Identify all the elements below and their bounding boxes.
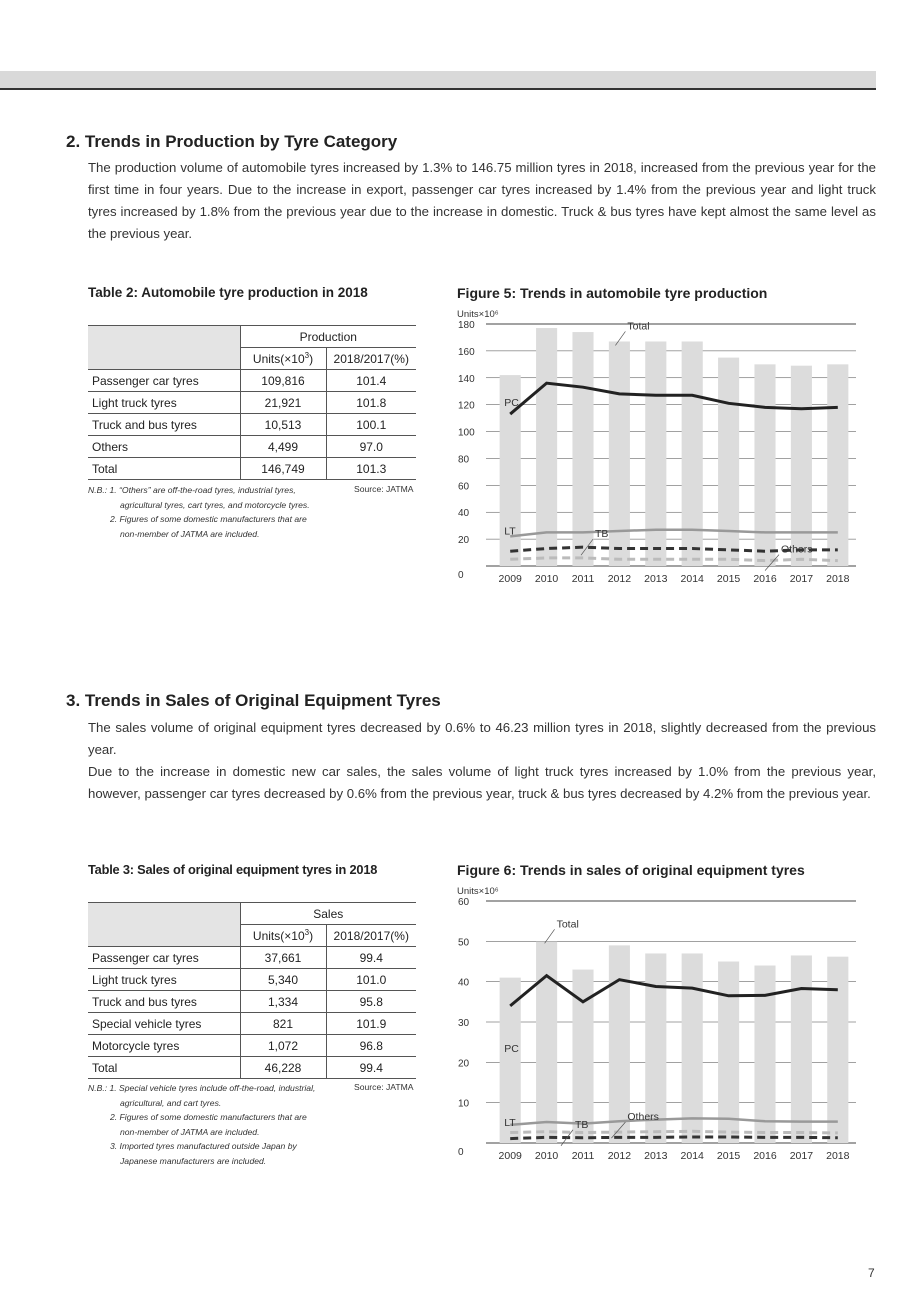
y-tick-label: 10 bbox=[458, 1098, 470, 1110]
page-number: 7 bbox=[868, 1266, 875, 1280]
table-ratio-header: 2018/2017(%) bbox=[326, 925, 416, 947]
bar bbox=[754, 966, 775, 1143]
y-tick-label: 60 bbox=[458, 481, 470, 493]
table-notes bbox=[88, 1081, 315, 1168]
section-heading: 3. Trends in Sales of Original Equipment Tyres bbox=[66, 691, 441, 710]
x-tick-label: 2017 bbox=[789, 1150, 814, 1162]
bar bbox=[827, 957, 848, 1143]
row-label: Light truck tyres bbox=[88, 392, 240, 414]
y-tick-label: 0 bbox=[458, 570, 464, 581]
note-line: non-member of JATMA are included. bbox=[120, 1126, 260, 1137]
table-row bbox=[88, 1057, 416, 1079]
x-tick-label: 2011 bbox=[571, 1150, 595, 1162]
x-tick-label: 2016 bbox=[753, 1150, 777, 1162]
bar bbox=[718, 962, 739, 1144]
series-label: LT bbox=[504, 525, 516, 538]
figure-caption: Figure 5: Trends in automobile tyre production bbox=[457, 285, 768, 301]
table-group-header: Production bbox=[240, 326, 416, 348]
y-tick-label: 30 bbox=[458, 1018, 470, 1029]
note-line: N.B.: 1. “Others” are off-the-road tyres, industrial tyres, bbox=[88, 485, 296, 495]
table-row bbox=[88, 370, 416, 392]
table-row bbox=[88, 1035, 416, 1057]
bar bbox=[536, 328, 557, 566]
table-source: Source: JATMA bbox=[354, 484, 414, 494]
series-label: LT bbox=[504, 1116, 516, 1129]
row-units: 46,228 bbox=[240, 1057, 326, 1079]
table-caption: Table 2: Automobile tyre production in 2018 bbox=[88, 285, 368, 300]
figure-units: Units×10⁶ bbox=[457, 309, 499, 320]
oe-sales-chart bbox=[446, 895, 886, 1185]
bar bbox=[827, 364, 848, 566]
table-row bbox=[88, 1013, 416, 1035]
x-tick-label: 2015 bbox=[716, 573, 741, 585]
row-units: 5,340 bbox=[240, 969, 326, 991]
y-tick-label: 160 bbox=[458, 346, 475, 358]
series-line bbox=[510, 976, 838, 1006]
row-label: Total bbox=[88, 1057, 240, 1079]
row-ratio: 101.3 bbox=[326, 458, 416, 480]
table-notes bbox=[88, 483, 310, 541]
x-tick-label: 2016 bbox=[753, 573, 777, 585]
y-tick-label: 40 bbox=[458, 508, 470, 520]
table-units-header: $Units(\times 10^3)$ bbox=[240, 925, 326, 947]
row-label: Motorcycle tyres bbox=[88, 1035, 240, 1057]
row-ratio: 101.0 bbox=[326, 969, 416, 991]
row-units: 4,499 bbox=[240, 436, 326, 458]
y-tick-label: 0 bbox=[458, 1147, 464, 1158]
table-row bbox=[88, 458, 416, 480]
section-paragraph: Due to the increase in domestic new car sales, the sales volume of light truck tyres increased by 1.0% from the previous year, however, passenger car tyres decreased by 0.6% from the previous year, truck & bus tyres decreased by 4.2% from the previous year. bbox=[88, 764, 876, 801]
row-ratio: 101.9 bbox=[326, 1013, 416, 1035]
x-tick-label: 2015 bbox=[716, 1150, 741, 1162]
row-ratio: 97.0 bbox=[326, 436, 416, 458]
series-label: PC bbox=[504, 1042, 519, 1055]
row-label: Total bbox=[88, 458, 240, 480]
table-row bbox=[88, 414, 416, 436]
row-ratio: 99.4 bbox=[326, 947, 416, 969]
note-line: Japanese manufacturers are included. bbox=[120, 1155, 267, 1166]
bar bbox=[718, 358, 739, 566]
note-line: non-member of JATMA are included. bbox=[120, 528, 260, 539]
table-row bbox=[88, 392, 416, 414]
series-label: TB bbox=[575, 1118, 589, 1131]
x-tick-label: 2017 bbox=[789, 573, 814, 585]
x-tick-label: 2014 bbox=[680, 573, 704, 585]
x-tick-label: 2010 bbox=[534, 573, 559, 585]
series-line bbox=[510, 1137, 838, 1139]
note-line: 2. Figures of some domestic manufacturers that are bbox=[110, 1112, 307, 1122]
bar bbox=[754, 364, 775, 566]
row-units: 1,334 bbox=[240, 991, 326, 1013]
section-paragraph: The production volume of automobile tyres increased by 1.3% to 146.75 million tyres in 2018, increased from the previous year for the first time in four years. Due to the increase in export, passenger car tyres increased by 1.4% from the previous year and light truck tyres increased by 1.8% from the previous year due to the increase in domestic. Truck & bus tyres have kept almost the same level as the previous year. bbox=[88, 160, 876, 241]
x-tick-label: 2014 bbox=[680, 1150, 704, 1162]
series-line bbox=[510, 383, 838, 414]
y-tick-label: 180 bbox=[458, 320, 475, 331]
table-source: Source: JATMA bbox=[354, 1082, 414, 1092]
row-label: Special vehicle tyres bbox=[88, 1013, 240, 1035]
row-ratio: 95.8 bbox=[326, 991, 416, 1013]
row-label: Passenger car tyres bbox=[88, 370, 240, 392]
y-tick-label: 120 bbox=[458, 400, 475, 412]
bar bbox=[536, 941, 557, 1143]
note-line: N.B.: 1. Special vehicle tyres include off-the-road, industrial, bbox=[88, 1083, 316, 1093]
section-paragraph: The sales volume of original equipment tyres decreased by 0.6% to 46.23 million tyres in 2018, slightly decreased from the previous year. bbox=[88, 720, 876, 757]
x-tick-label: 2009 bbox=[498, 1150, 522, 1162]
series-label: Total bbox=[627, 320, 650, 333]
series-label: TB bbox=[595, 528, 609, 541]
x-tick-label: 2009 bbox=[498, 573, 522, 585]
y-tick-label: 100 bbox=[458, 427, 475, 439]
note-line: agricultural, and cart tyres. bbox=[120, 1097, 222, 1108]
row-ratio: 99.4 bbox=[326, 1057, 416, 1079]
series-label: Others bbox=[627, 1111, 659, 1124]
x-tick-label: 2011 bbox=[571, 573, 595, 585]
row-units: 21,921 bbox=[240, 392, 326, 414]
x-tick-label: 2018 bbox=[826, 573, 850, 585]
series-label: Total bbox=[556, 918, 579, 931]
row-units: 109,816 bbox=[240, 370, 326, 392]
y-tick-label: 20 bbox=[458, 535, 470, 547]
row-units: 821 bbox=[240, 1013, 326, 1035]
table-row bbox=[88, 969, 416, 991]
y-tick-label: 50 bbox=[458, 937, 470, 949]
production-table bbox=[88, 325, 416, 480]
figure-caption: Figure 6: Trends in sales of original equipment tyres bbox=[457, 862, 805, 878]
table-corner-cell bbox=[88, 326, 240, 370]
table-row bbox=[88, 991, 416, 1013]
row-label: Truck and bus tyres bbox=[88, 414, 240, 436]
bar bbox=[645, 341, 666, 566]
x-tick-label: 2012 bbox=[607, 573, 632, 585]
row-label: Truck and bus tyres bbox=[88, 991, 240, 1013]
note-line: 3. Imported tyres manufactured outside Japan by bbox=[110, 1141, 297, 1151]
series-label: Others bbox=[781, 543, 813, 556]
table-group-header: Sales bbox=[240, 903, 416, 925]
sales-table bbox=[88, 902, 416, 1079]
row-label: Light truck tyres bbox=[88, 969, 240, 991]
table-units-header: $Units(\times 10^3)$ bbox=[240, 348, 326, 370]
bar bbox=[791, 955, 812, 1143]
row-ratio: 101.8 bbox=[326, 392, 416, 414]
series-line bbox=[510, 530, 838, 537]
series-line bbox=[510, 1118, 838, 1124]
y-tick-label: 40 bbox=[458, 977, 470, 989]
row-units: 10,513 bbox=[240, 414, 326, 436]
bar bbox=[682, 341, 703, 566]
x-tick-label: 2013 bbox=[644, 1150, 668, 1162]
table-row bbox=[88, 436, 416, 458]
table-corner-cell bbox=[88, 903, 240, 947]
series-label: PC bbox=[504, 397, 519, 410]
y-tick-label: 140 bbox=[458, 373, 475, 385]
row-label: Others bbox=[88, 436, 240, 458]
table-caption: Table 3: Sales of original equipment tyres in 2018 bbox=[88, 862, 378, 877]
row-ratio: 96.8 bbox=[326, 1035, 416, 1057]
header-band bbox=[0, 71, 876, 88]
header-rule bbox=[0, 88, 876, 90]
x-tick-label: 2010 bbox=[534, 1150, 559, 1162]
bar bbox=[682, 953, 703, 1143]
note-line: 2. Figures of some domestic manufacturers that are bbox=[110, 514, 307, 524]
row-ratio: 100.1 bbox=[326, 414, 416, 436]
row-label: Passenger car tyres bbox=[88, 947, 240, 969]
x-tick-label: 2018 bbox=[826, 1150, 850, 1162]
series-line bbox=[510, 558, 838, 561]
row-units: 37,661 bbox=[240, 947, 326, 969]
row-units: 1,072 bbox=[240, 1035, 326, 1057]
y-tick-label: 80 bbox=[458, 454, 470, 466]
table-ratio-header: 2018/2017(%) bbox=[326, 348, 416, 370]
bar bbox=[791, 366, 812, 566]
note-line: agricultural tyres, cart tyres, and motorcycle tyres. bbox=[120, 499, 310, 510]
section-heading: 2. Trends in Production by Tyre Category bbox=[66, 132, 398, 151]
row-units: 146,749 bbox=[240, 458, 326, 480]
row-ratio: 101.4 bbox=[326, 370, 416, 392]
x-tick-label: 2013 bbox=[644, 573, 668, 585]
series-line bbox=[510, 1131, 838, 1133]
y-tick-label: 60 bbox=[458, 897, 470, 908]
x-tick-label: 2012 bbox=[607, 1150, 632, 1162]
production-chart bbox=[446, 318, 886, 608]
table-row bbox=[88, 947, 416, 969]
y-tick-label: 20 bbox=[458, 1058, 470, 1070]
figure-units: Units×10⁶ bbox=[457, 886, 499, 897]
